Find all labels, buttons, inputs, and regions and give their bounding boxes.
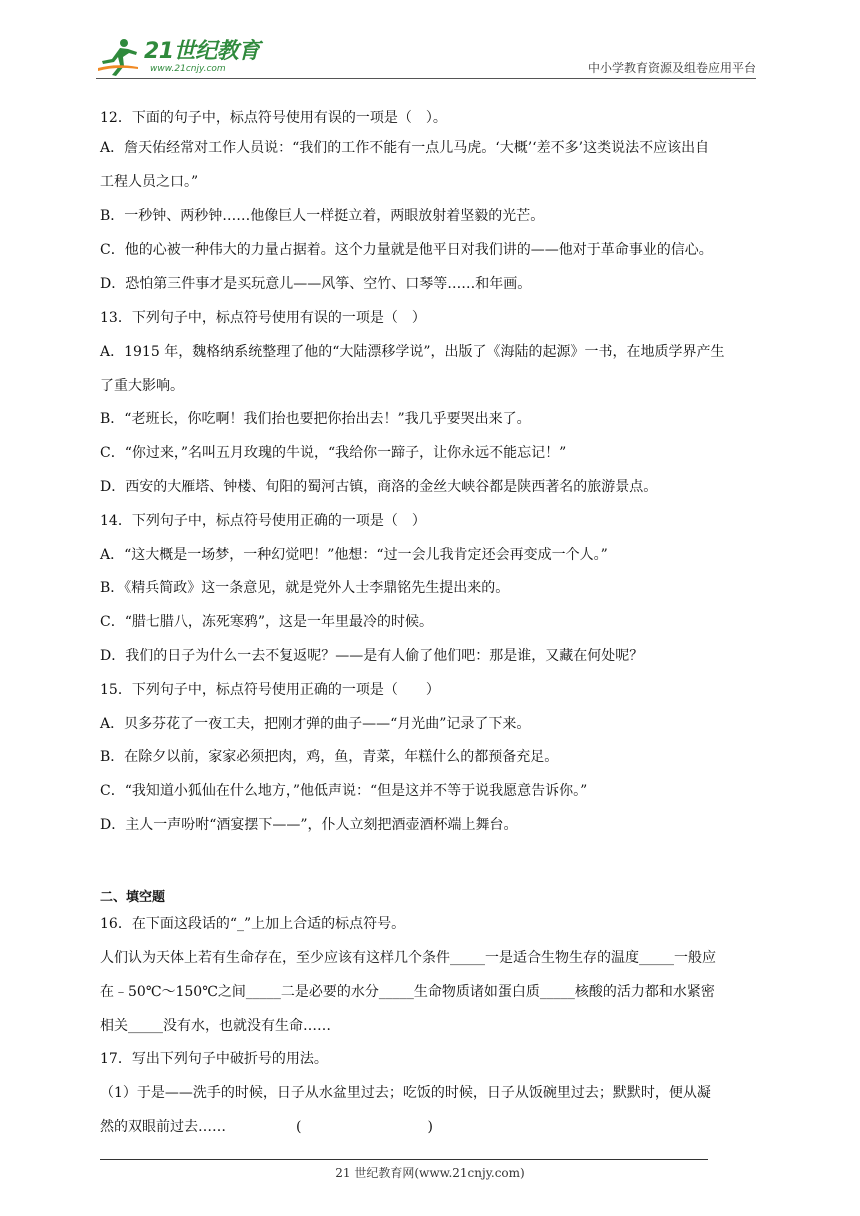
question-13-stem: 13．下列句子中，标点符号使用有误的一项是（ ）: [100, 310, 426, 326]
q14-option-d: D．我们的日子为什么一去不复返呢？——是有人偷了他们吧：那是谁，又藏在何处呢？: [100, 648, 644, 664]
question-17-stem: 17．写出下列句子中破折号的用法。: [100, 1051, 328, 1067]
q17-item1-line2: 然的双眼前过去…… ( ): [100, 1119, 433, 1135]
page-footer: 21 世纪教育网(www.21cnjy.com): [335, 1166, 525, 1180]
q13-option-b: B．“老班长，你吃啊！我们抬也要把你抬出去！”我几乎要哭出来了。: [100, 411, 531, 427]
q16-passage-line3: 相关_____没有水，也就没有生命……: [100, 1018, 331, 1034]
runner-logo-icon: [96, 37, 140, 77]
page-header: [96, 34, 756, 80]
q13-option-a-line1: A．1915 年，魏格纳系统整理了他的“大陆漂移学说”，出版了《海陆的起源》一书，在地质学界产生: [100, 344, 725, 360]
logo-url-text: www.21cnjy.com: [150, 64, 226, 74]
q15-option-b: B．在除夕以前，家家必须把肉，鸡，鱼，青菜，年糕什么的都预备充足。: [100, 749, 559, 765]
header-divider: [96, 78, 756, 79]
platform-name: 中小学教育资源及组卷应用平台: [587, 61, 756, 75]
question-16-stem: 16．在下面这段话的“_”上加上合适的标点符号。: [100, 916, 406, 932]
q13-option-d: D．西安的大雁塔、钟楼、旬阳的蜀河古镇，商洛的金丝大峡谷都是陕西著名的旅游景点。: [100, 479, 658, 495]
question-14-stem: 14．下列句子中，标点符号使用正确的一项是（ ）: [100, 513, 426, 529]
q12-option-c: C．他的心被一种伟大的力量占据着。这个力量就是他平日对我们讲的——他对于革命事业的信心。: [100, 242, 713, 258]
question-12-stem: 12．下面的句子中，标点符号使用有误的一项是（ ）。: [100, 110, 447, 126]
footer-divider: [100, 1159, 708, 1160]
q12-option-a-line1: A．詹天佑经常对工作人员说：“我们的工作不能有一点儿马虎。‘大概’‘差不多’这类说法不应该出自: [100, 140, 710, 156]
q15-option-c: C．“我知道小狐仙在什么地方，”他低声说：“但是这并不等于说我愿意告诉你。”: [100, 783, 588, 799]
q14-option-c: C．“腊七腊八，冻死寒鸦”，这是一年里最冷的时候。: [100, 614, 434, 630]
q16-passage-line1: 人们认为天体上若有生命存在，至少应该有这样几个条件_____一是适合生物生存的温度_____一般应: [100, 950, 716, 966]
q13-option-a-line2: 了重大影响。: [100, 378, 184, 394]
q17-item1-line1: （1）于是——洗手的时候，日子从水盆里过去；吃饭的时候，日子从饭碗里过去；默默时，便从凝: [100, 1085, 711, 1101]
q12-option-b: B．一秒钟、两秒钟……他像巨人一样挺立着，两眼放射着坚毅的光芒。: [100, 208, 545, 224]
logo-main-text: 21世纪教育: [144, 39, 260, 64]
q16-passage-line2: 在﹣50℃～150℃之间_____二是必要的水分_____生命物质诸如蛋白质_____核酸的活力都和水紧密: [100, 984, 715, 1000]
q15-option-a: A．贝多芬花了一夜工夫，把刚才弹的曲子——“月光曲”记录了下来。: [100, 716, 531, 732]
site-logo[interactable]: [96, 34, 260, 80]
q14-option-a: A．“这大概是一场梦，一种幻觉吧！”他想：“过一会儿我肯定还会再变成一个人。”: [100, 547, 608, 563]
q12-option-a-line2: 工程人员之口。”: [100, 174, 199, 190]
q15-option-d: D．主人一声吩咐“酒宴摆下——”，仆人立刻把酒壶酒杯端上舞台。: [100, 817, 518, 833]
section-fill-in-heading: 二、填空题: [100, 890, 166, 905]
q13-option-c: C．“你过来，”名叫五月玫瑰的牛说，“我给你一蹄子，让你永远不能忘记！”: [100, 445, 567, 461]
q14-option-b: B．《精兵简政》这一条意见，就是党外人士李鼎铭先生提出来的。: [100, 580, 510, 596]
question-15-stem: 15．下列句子中，标点符号使用正确的一项是（ ）: [100, 682, 440, 698]
q12-option-d: D．恐怕第三件事才是买玩意儿——风筝、空竹、口琴等……和年画。: [100, 276, 532, 292]
